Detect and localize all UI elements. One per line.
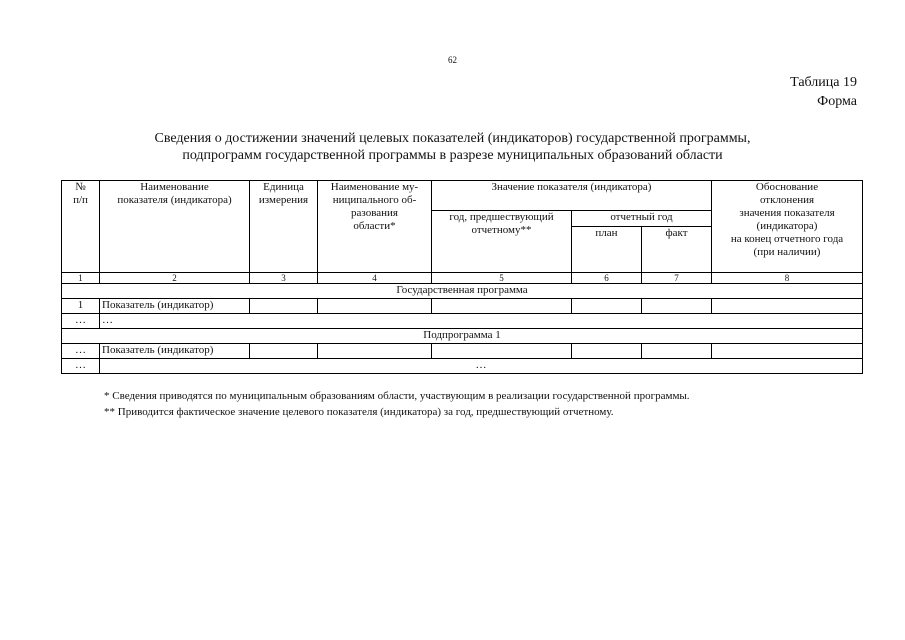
- column-number: 3: [250, 273, 318, 284]
- section-row: [62, 329, 863, 344]
- form-label: Форма: [817, 94, 857, 109]
- header-indicator-name: Наименование показателя (индикатора): [100, 181, 250, 273]
- header-fact: факт: [642, 227, 712, 273]
- column-number: 5: [432, 273, 572, 284]
- row-num: …: [62, 359, 100, 374]
- empty-cell: [572, 344, 642, 359]
- empty-cell: [318, 344, 432, 359]
- table-row: [62, 359, 863, 374]
- column-number: 6: [572, 273, 642, 284]
- column-number: 8: [712, 273, 863, 284]
- empty-cell: [432, 299, 572, 314]
- column-number: 4: [318, 273, 432, 284]
- section-row: [62, 284, 863, 299]
- document-title: [80, 130, 825, 164]
- column-number: 7: [642, 273, 712, 284]
- section-subprogram: Подпрограмма 1: [62, 329, 863, 344]
- indicators-table: [61, 180, 863, 374]
- table-row: [62, 314, 863, 329]
- empty-cell: [642, 299, 712, 314]
- header-justification: Обоснование отклонения значения показателя (индикатора) на конец отчетного года (при наличии): [712, 181, 863, 273]
- title-line-1: Сведения о достижении значений целевых показателей (индикаторов) государственной программы,: [154, 131, 751, 146]
- empty-cell: [432, 344, 572, 359]
- empty-cell: [642, 344, 712, 359]
- row-indicator-name: Показатель (индикатор): [100, 299, 250, 314]
- section-state-program: Государственная программа: [62, 284, 863, 299]
- empty-cell: [712, 299, 863, 314]
- column-number: 2: [100, 273, 250, 284]
- row-num: …: [62, 344, 100, 359]
- empty-cell: [250, 344, 318, 359]
- footnotes: [104, 388, 690, 420]
- empty-cell: [712, 344, 863, 359]
- row-num: 1: [62, 299, 100, 314]
- empty-cell: [572, 299, 642, 314]
- table-row: [62, 344, 863, 359]
- column-number: 1: [62, 273, 100, 284]
- row-indicator-name: Показатель (индикатор): [100, 344, 250, 359]
- empty-cell: [250, 299, 318, 314]
- footnote-2: ** Приводится фактическое значение целевого показателя (индикатора) за год, предшествующий отчетному.: [104, 406, 614, 418]
- row-placeholder: …: [100, 359, 863, 374]
- footnote-1: * Сведения приводятся по муниципальным образованиям области, участвующим в реализации государственной программы.: [104, 390, 690, 402]
- header-plan: план: [572, 227, 642, 273]
- empty-cell: [318, 299, 432, 314]
- header-municipality: Наименование му- ниципального об- разования области*: [318, 181, 432, 273]
- header-prev-year: год, предшествующий отчетному**: [432, 211, 572, 273]
- table-row: [62, 299, 863, 314]
- column-numbers-row: [62, 273, 863, 284]
- header-report-year: отчетный год: [572, 211, 712, 227]
- table-label: Таблица 19: [790, 75, 857, 90]
- row-placeholder: …: [100, 314, 863, 329]
- header-num: № п/п: [62, 181, 100, 273]
- header-unit: Единица измерения: [250, 181, 318, 273]
- page-number: 62: [448, 55, 457, 65]
- header-value-group: Значение показателя (индикатора): [432, 181, 712, 211]
- row-num: …: [62, 314, 100, 329]
- title-line-2: подпрограмм государственной программы в разрезе муниципальных образований области: [182, 148, 723, 163]
